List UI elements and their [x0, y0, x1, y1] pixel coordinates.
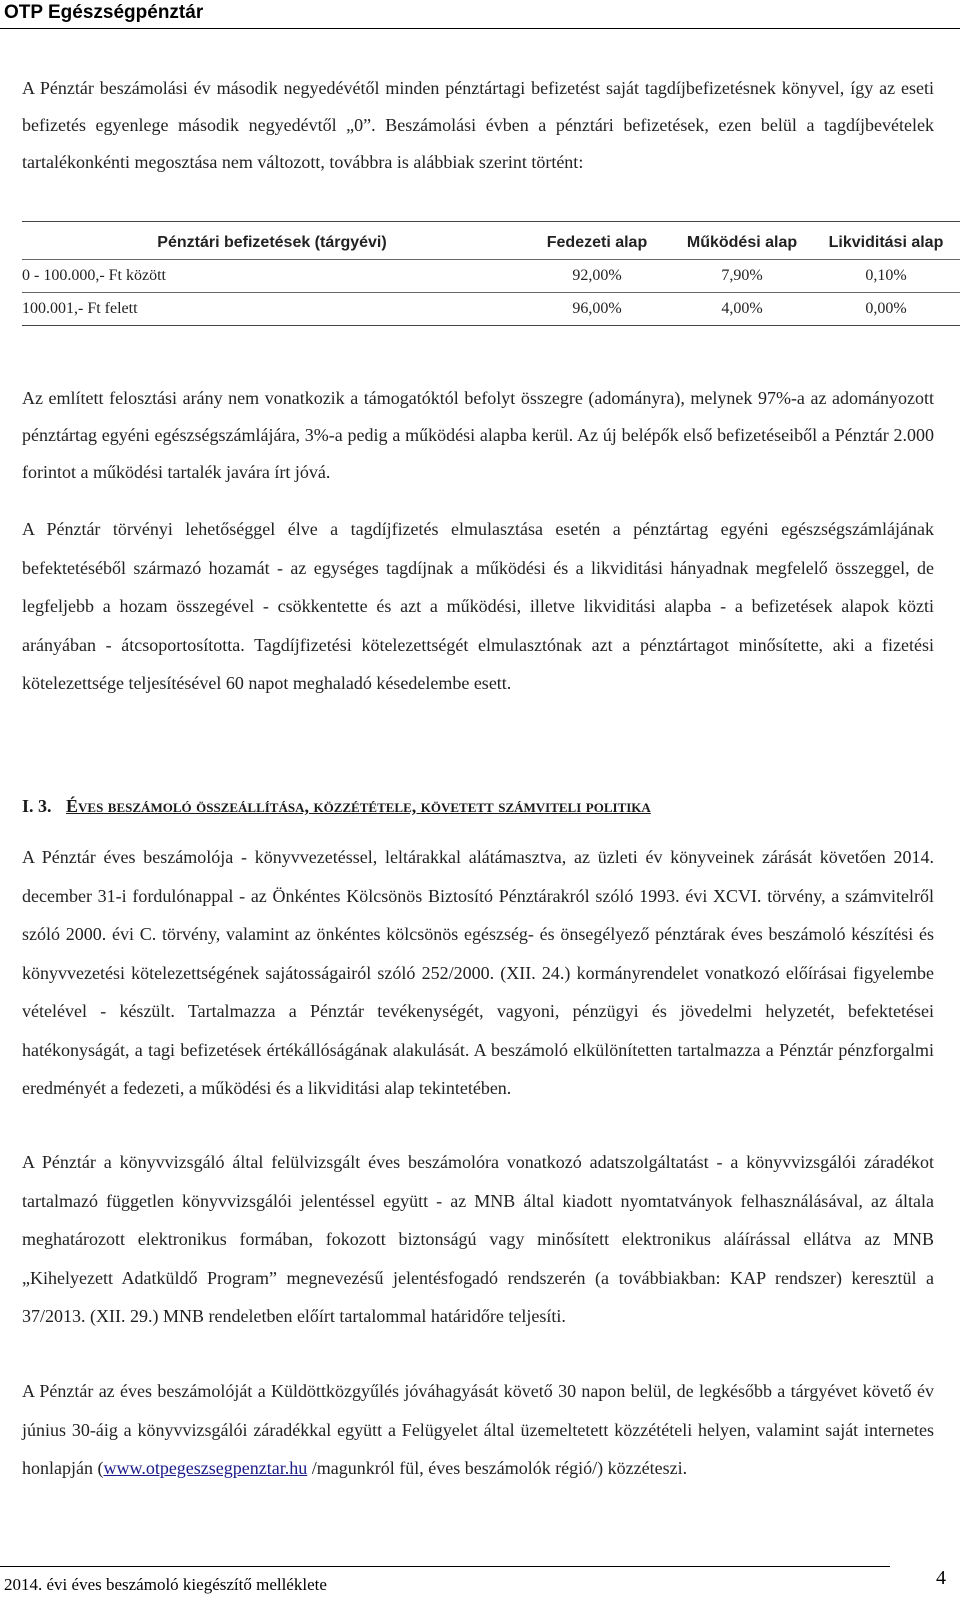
- column-header-mukodesi: Működési alap: [686, 234, 798, 251]
- paragraph-kozzetetel-end: /magunkról fül, éves beszámolók régió/) közzéteszi.: [307, 1458, 688, 1478]
- cell-likviditasi: 0,00%: [865, 300, 907, 317]
- row-label: 0 - 100.000,- Ft között: [22, 267, 166, 284]
- paragraph-befizetesek: A Pénztár beszámolási év második negyedévétől minden pénztártagi befizetést saját tagdíjbefizetésnek könyvel, így az eseti befizetés egyenlege második negyedévtől „0”. Beszámolási évben a pénztári befizetések, ezen belül a tagdíjbevételek tartalékonkénti megosztása nem változott, továbbra is alábbiak szerint történt:: [22, 78, 934, 172]
- footer-text: 2014. évi éves beszámoló kiegészítő melléklete: [4, 1575, 327, 1594]
- column-header-fedezeti: Fedezeti alap: [546, 234, 648, 251]
- row-label: 100.001,- Ft felett: [22, 300, 138, 317]
- section-number: I. 3.: [22, 796, 52, 816]
- header-divider: [0, 28, 960, 29]
- section-heading: [22, 796, 934, 817]
- table-header-row: [22, 222, 960, 260]
- page-number: 4: [936, 1567, 946, 1589]
- column-header-likviditasi: Likviditási alap: [828, 234, 944, 251]
- website-link[interactable]: www.otpegeszsegpenztar.hu: [103, 1458, 308, 1478]
- paragraph-felosztas: Az említett felosztási arány nem vonatkozik a támogatóktól befolyt összegre (adományra), melynek 97%-a az adományozott pénztártag egyéni egészségszámlájára, 3%-a pedig a működési alapba kerül. Az új belépők első befizetéseiből a Pénztár 2.000 forintot a működési tartalék javára írt jóvá.: [22, 388, 934, 482]
- paragraph-kozzetetel: [22, 1372, 934, 1488]
- paragraph-adatszolgaltatas: A Pénztár a könyvvizsgáló által felülvizsgált éves beszámolóra vonatkozó adatszolgáltatást - a könyvvizsgálói záradékot tartalmazó független könyvvizsgálói jelentéssel együtt - az MNB által kiadott nyomtatványok felhasználásával, az általa meghatározott elektronikus formában, fokozott biztonságú vagy minősített elektronikus aláírással ellátva az MNB „Kihelyezett Adatküldő Program” megnevezésű jelentésfogadó rendszerén (a továbbiakban: KAP rendszer) keresztül a 37/2013. (XII. 29.) MNB rendeletben előírt tartalommal határidőre teljesíti.: [22, 1152, 934, 1326]
- paragraph-kozzetetel-start: A Pénztár az éves beszámolóját a Küldöttközgyűlés jóváhagyását követő 30 napon belül, de legkésőbb a tárgyévet követő év június 30-áig a könyvvizsgálói záradékkal együtt a Felügyelet által üzemeltetett közzétételi helyen, valamint saját internetes honlapján (: [22, 1381, 934, 1478]
- page-header: [0, 0, 960, 30]
- table-row: [22, 260, 960, 293]
- paragraph-beszamolo: A Pénztár éves beszámolója - könyvvezetéssel, leltárakkal alátámasztva, az üzleti év könyveinek zárását követően 2014. december 31-i fordulónappal - az Önkéntes Kölcsönös Biztosító Pénztárakról szóló 1993. évi XCVI. törvény, a számvitelről szóló 2000. évi C. törvény, valamint az önkéntes kölcsönös egészség- és önsegélyező pénztárak éves beszámoló készítési és könyvvezetési kötelezettségének sajátosságairól szóló 252/2000. (XII. 24.) kormányrendelet vonatkozó előírásai figyelembe vételével - készült. Tartalmazza a Pénztár tevékenységét, vagyoni, pénzügyi és jövedelmi helyzetét, befektetései hatékonyságát, a tagi befizetések értékállóságának alakulását. A beszámoló elkülönítetten tartalmazza a Pénztár pénzforgalmi eredményét a fedezeti, a működési és a likviditási alap tekintetében.: [22, 847, 934, 1098]
- cell-fedezeti: 92,00%: [572, 267, 622, 284]
- column-header-befizetesek: Pénztári befizetések (tárgyévi): [157, 234, 387, 251]
- section-title: Éves beszámoló összeállítása, közzététele, követett számviteli politika: [66, 796, 651, 816]
- cell-likviditasi: 0,10%: [865, 267, 907, 284]
- footer-divider: [0, 1566, 890, 1567]
- header-title: OTP Egészségpénztár: [4, 2, 204, 23]
- cell-mukodesi: 7,90%: [721, 267, 763, 284]
- paragraph-tagdijfizetes: A Pénztár törvényi lehetőséggel élve a tagdíjfizetés elmulasztása esetén a pénztártag egyéni egészségszámlájának befektetéséből származó hozamát - az egységes tagdíjnak a működési és a likviditási hányadnak megfelelő összeggel, de legfeljebb a hozam összegével - csökkentette és azt a működési, illetve likviditási alapba - a befizetések alapok közti arányában - átcsoportosította. Tagdíjfizetési kötelezettségét elmulasztónak azt a pénztártagot minősítette, aki a fizetési kötelezettsége teljesítésével 60 napot meghaladó késedelembe esett.: [22, 519, 934, 693]
- cell-mukodesi: 4,00%: [721, 300, 763, 317]
- cell-fedezeti: 96,00%: [572, 300, 622, 317]
- table-row: [22, 293, 960, 326]
- contribution-split-table: [22, 221, 960, 326]
